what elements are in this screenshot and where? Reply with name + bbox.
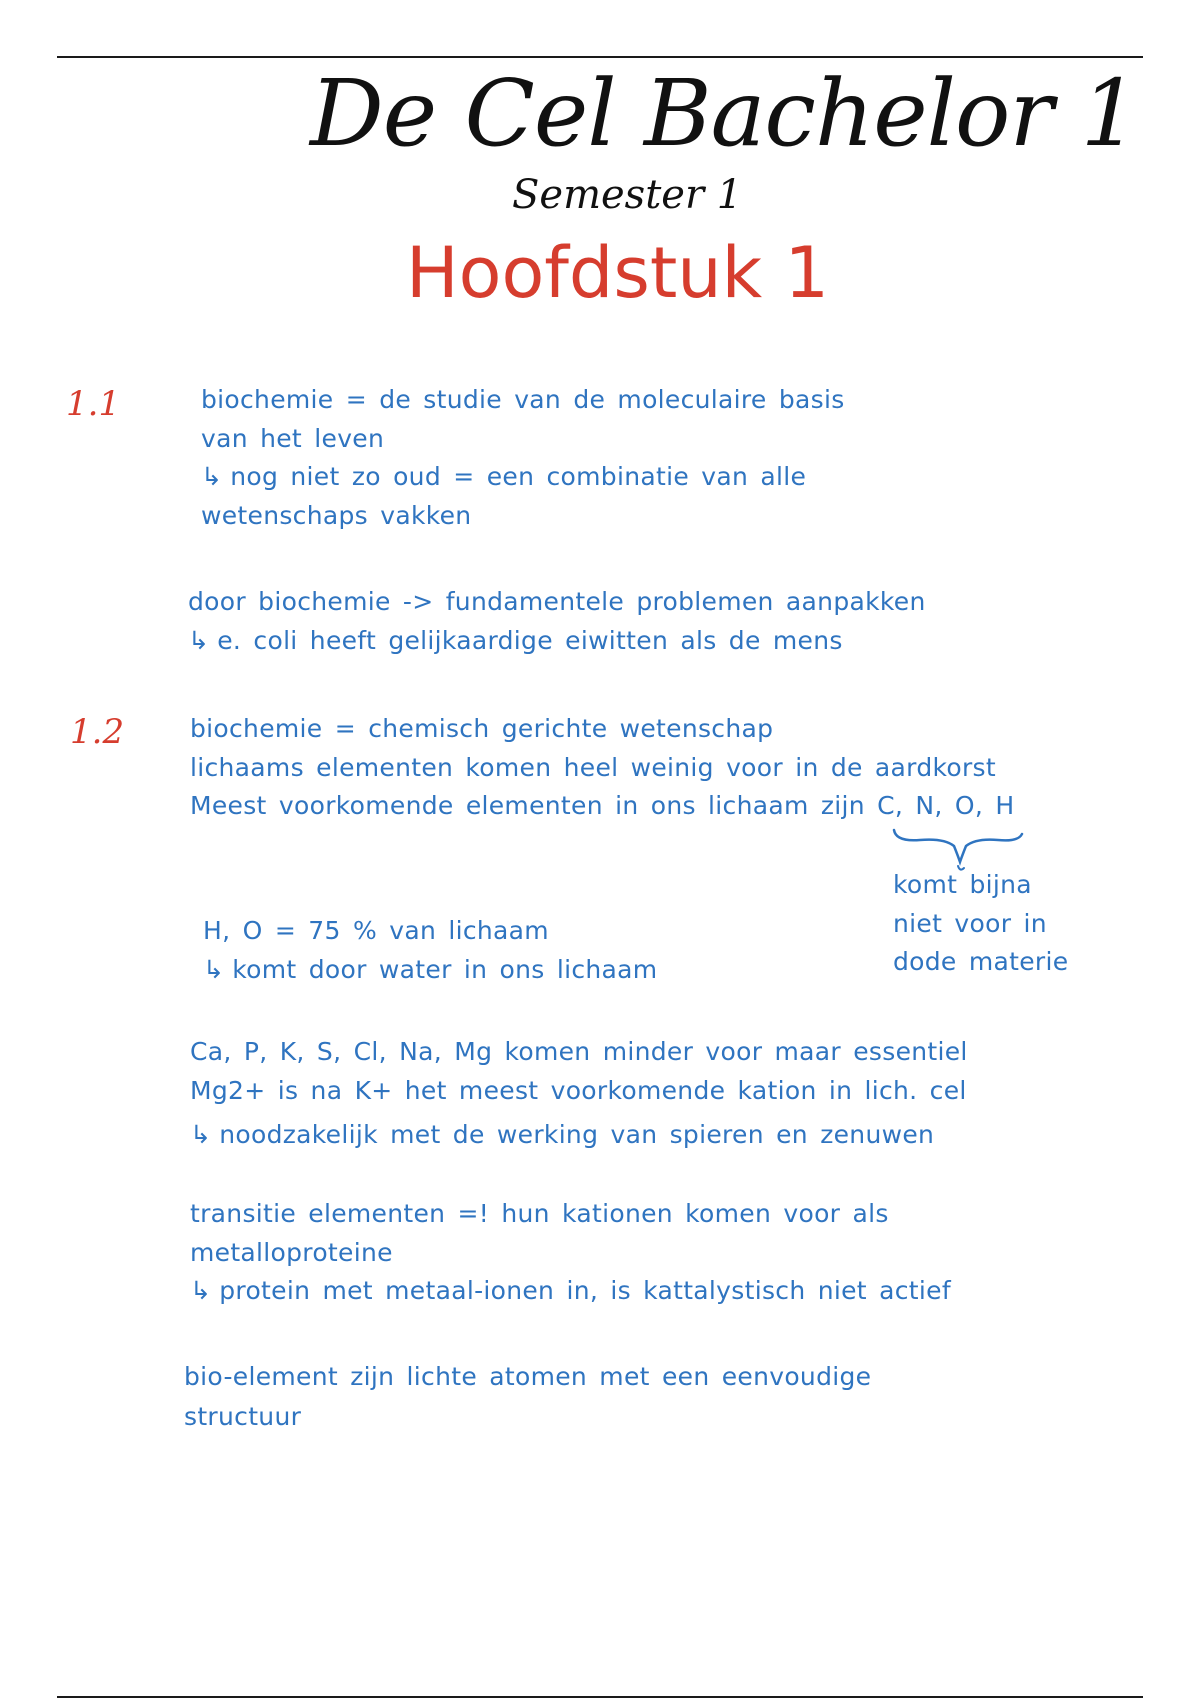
note-line: komt bijna	[893, 870, 1032, 899]
note-block-5	[190, 1033, 968, 1155]
chapter-heading: Hoofdstuk 1	[406, 232, 829, 314]
document-subtitle: Semester 1	[512, 172, 743, 218]
note-line: H, O = 75 % van lichaam	[203, 916, 549, 945]
note-line: door biochemie -> fundamentele problemen aanpakken	[188, 587, 926, 616]
arrow-icon: ↳	[188, 625, 210, 655]
bottom-rule	[57, 1696, 1143, 1698]
note-line: niet voor in	[893, 908, 1047, 938]
note-line: ↳ noodzakelijk met de werking van spieren en zenuwen	[190, 1116, 968, 1155]
note-line: ↳ nog niet zo oud = een combinatie van alle	[201, 458, 845, 497]
note-line: biochemie = chemisch gerichte wetenschap	[190, 714, 774, 743]
document-title: De Cel Bachelor 1	[310, 60, 1139, 167]
note-block-7	[184, 1357, 871, 1437]
note-line: metalloproteine	[190, 1237, 393, 1267]
side-note	[893, 866, 1068, 982]
section-number-1-1: 1.1	[66, 384, 121, 424]
note-line: bio-element zijn lichte atomen met een eenvoudige	[184, 1362, 872, 1391]
note-block-6	[190, 1195, 951, 1311]
note-line: van het leven	[201, 423, 385, 453]
note-line: Mg2+ is na K+ het meest voorkomende kation in lich. cel	[190, 1075, 967, 1105]
note-line: lichaams elementen komen heel weinig voor in de aardkorst	[190, 752, 996, 782]
arrow-icon: ↳	[190, 1276, 212, 1305]
top-rule	[57, 56, 1143, 58]
note-line: ↳ komt door water in ons lichaam	[203, 951, 657, 990]
note-line: ↳ e. coli heeft gelijkaardige eiwitten als de mens	[188, 622, 926, 661]
note-line: wetenschaps vakken	[201, 500, 472, 530]
arrow-icon: ↳	[201, 462, 223, 491]
note-line: Ca, P, K, S, Cl, Na, Mg komen minder voor maar essentiel	[190, 1037, 968, 1066]
note-line: dode materie	[893, 947, 1069, 976]
note-block-1	[201, 381, 845, 535]
note-line: ↳ protein met metaal-ionen in, is kattalystisch niet actief	[190, 1272, 951, 1311]
note-block-4	[203, 912, 657, 989]
note-line: Meest voorkomende elementen in ons lichaam zijn C, N, O, H	[190, 791, 1015, 820]
arrow-icon: ↳	[190, 1120, 212, 1149]
note-block-2	[188, 583, 926, 660]
note-line: biochemie = de studie van de moleculaire basis	[201, 385, 845, 414]
section-number-1-2: 1.2	[70, 712, 125, 752]
note-line: transitie elementen =! hun kationen komen voor als	[190, 1199, 889, 1228]
note-block-3	[190, 710, 1014, 826]
note-line: structuur	[184, 1402, 302, 1431]
arrow-icon: ↳	[203, 954, 225, 984]
